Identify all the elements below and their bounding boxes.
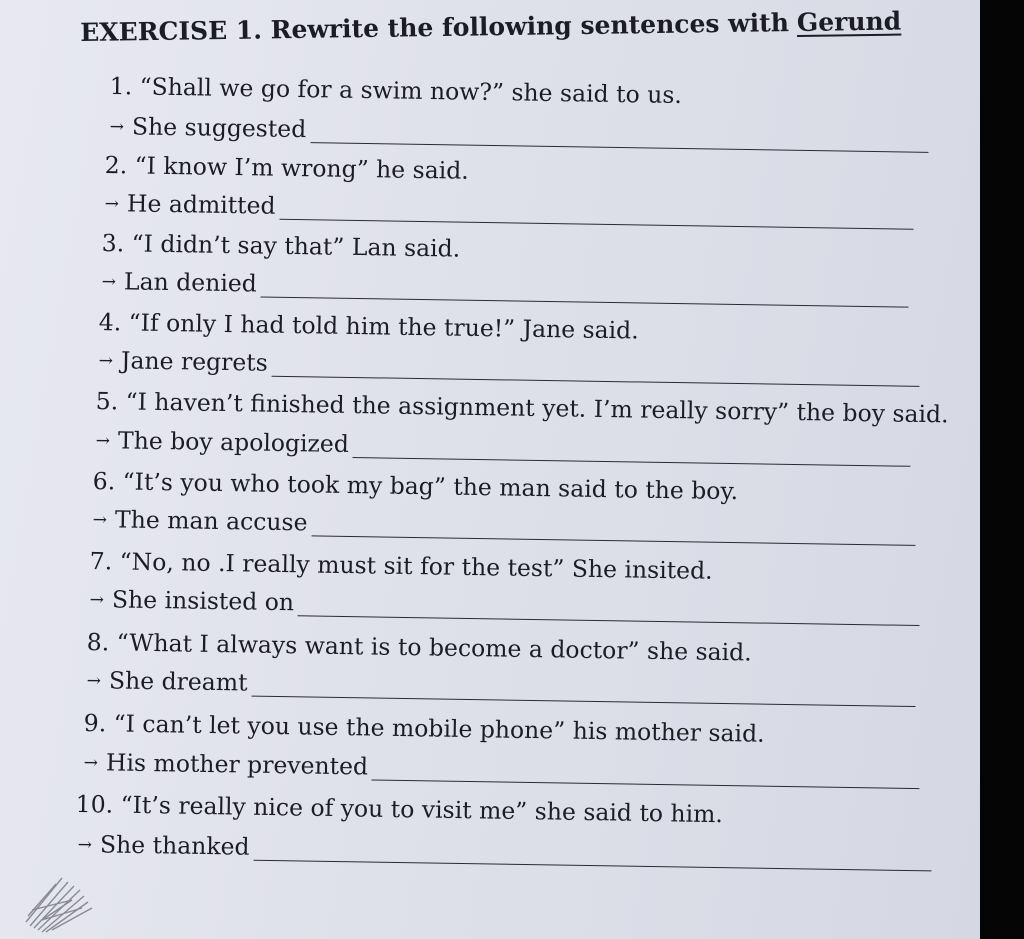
answer-prompt-1: She suggested	[131, 112, 307, 144]
answer-prompt-7: She insisted on	[111, 585, 295, 617]
answer-blank-8[interactable]	[251, 678, 915, 707]
title-text: EXERCISE 1. Rewrite the following sentences with	[80, 8, 790, 47]
answer-blank-5[interactable]	[353, 439, 911, 467]
answer-prompt-8: She dreamt	[108, 666, 248, 697]
answer-line-1	[110, 112, 929, 153]
arrow-icon: →	[95, 430, 111, 452]
question-1: 1. “Shall we go for a swim now?” she said to us.	[109, 72, 683, 109]
arrow-icon: →	[92, 509, 108, 531]
answer-blank-1[interactable]	[310, 124, 928, 153]
arrow-icon: →	[86, 670, 102, 692]
arrow-icon: →	[104, 193, 120, 215]
answer-prompt-4: Jane regrets	[120, 346, 269, 377]
question-4: 4. “If only I had told him the true!” Jane said.	[98, 308, 639, 345]
answer-line-7	[90, 585, 921, 626]
answer-line-6	[93, 505, 916, 546]
answer-blank-2[interactable]	[279, 201, 913, 230]
arrow-icon: →	[98, 350, 114, 372]
dark-background-edge	[980, 0, 1024, 939]
question-8: 8. “What I always want is to become a doctor” she said.	[86, 628, 752, 667]
answer-prompt-10: She thanked	[99, 830, 250, 861]
question-10: 10. “It’s really nice of you to visit me” she said to him.	[75, 790, 724, 829]
question-9: 9. “I can’t let you use the mobile phone” his mother said.	[83, 709, 765, 748]
title-emphasis: Gerund	[796, 6, 902, 37]
answer-prompt-3: Lan denied	[123, 267, 258, 298]
question-2: 2. “I know I’m wrong” he said.	[104, 151, 470, 185]
arrow-icon: →	[89, 589, 105, 611]
question-6: 6. “It’s you who took my bag” the man said to the boy.	[92, 467, 739, 506]
answer-blank-4[interactable]	[272, 358, 920, 387]
pencil-scribble-mark	[22, 870, 102, 934]
arrow-icon: →	[109, 116, 125, 138]
question-3: 3. “I didn’t say that” Lan said.	[101, 229, 461, 263]
answer-blank-6[interactable]	[311, 517, 915, 545]
exercise-title	[80, 7, 901, 47]
answer-prompt-9: His mother prevented	[105, 748, 369, 781]
answer-blank-3[interactable]	[261, 278, 909, 307]
answer-blank-9[interactable]	[372, 762, 920, 790]
question-7: 7. “No, no .I really must sit for the test” She insited.	[89, 547, 713, 585]
answer-prompt-2: He admitted	[126, 189, 276, 220]
answer-line-10	[78, 830, 932, 871]
answer-prompt-5: The boy apologized	[117, 426, 350, 458]
question-5: 5. “I haven’t finished the assignment yet. I’m really sorry” the boy said.	[95, 387, 949, 429]
answer-line-8	[87, 666, 916, 707]
arrow-icon: →	[77, 834, 93, 856]
answer-line-5	[96, 426, 911, 467]
arrow-icon: →	[83, 752, 99, 774]
answer-blank-10[interactable]	[253, 842, 931, 872]
answer-line-3	[102, 267, 909, 308]
arrow-icon: →	[101, 271, 117, 293]
answer-line-2	[105, 189, 914, 230]
answer-line-9	[84, 748, 921, 789]
answer-blank-7[interactable]	[298, 597, 920, 626]
answer-line-4	[99, 346, 920, 387]
answer-prompt-6: The man accuse	[114, 505, 308, 537]
